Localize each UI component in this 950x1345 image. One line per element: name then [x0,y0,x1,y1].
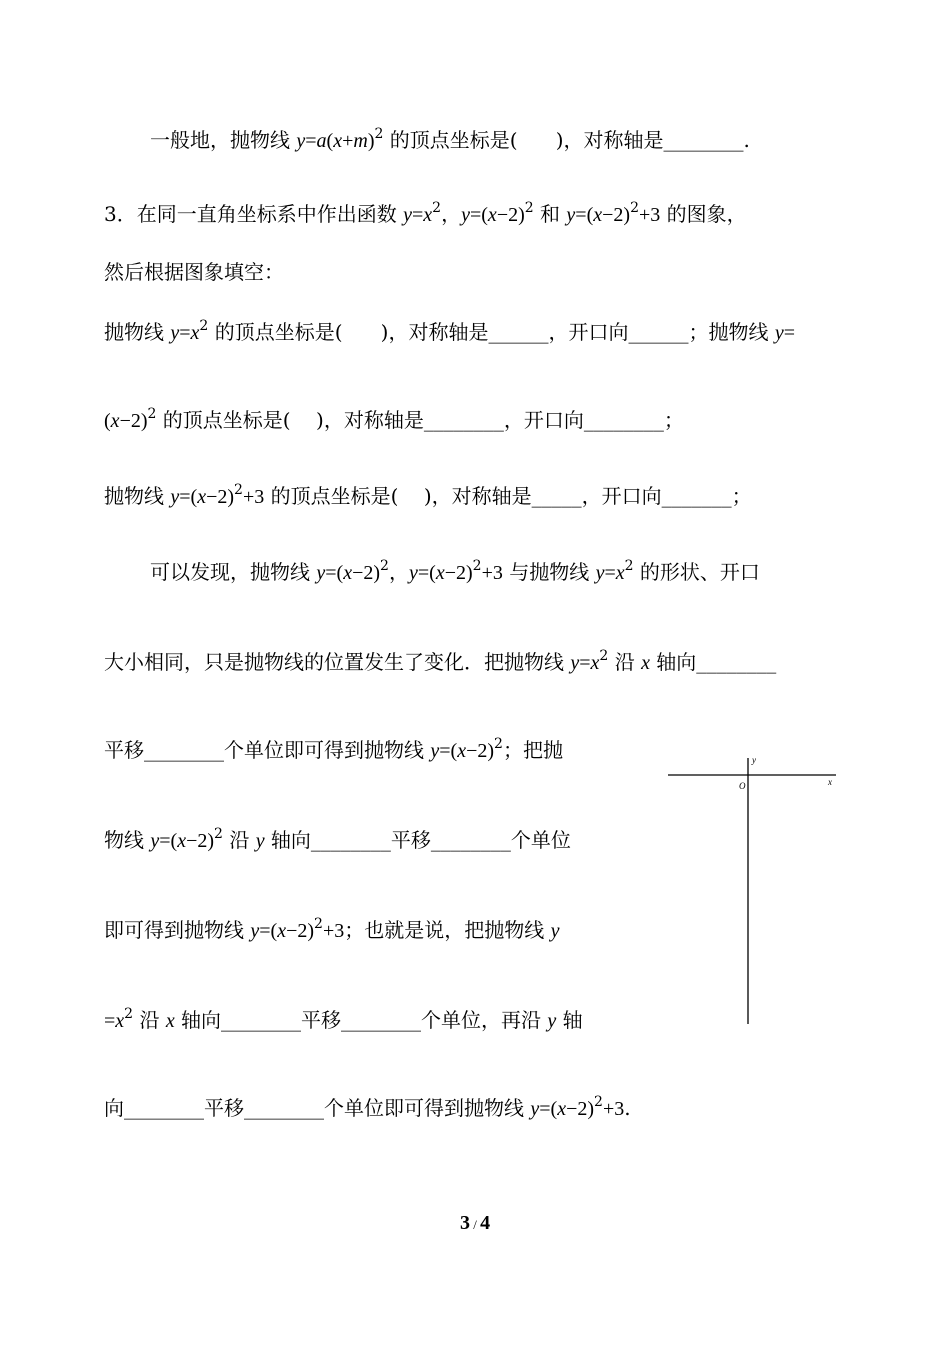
coordinate-axes [660,750,850,1030]
text-line-9: 平移________个单位即可得到抛物线 $y=(x-2)^2$；把抛 [104,736,563,762]
text-line-4: 抛物线 $y=x^2$ 的顶点坐标是( )，对称轴是______，开口向______；抛物线 y= [104,318,795,344]
text-line-1: 一般地，抛物线 $y=a(x+m)^2$ 的顶点坐标是( )，对称轴是________. [150,126,750,152]
text-line-8: 大小相同，只是抛物线的位置发生了变化．把抛物线 $y=x^2$ 沿 x 轴向________ [104,648,777,674]
text-line-10: 物线 $y=(x-2)^2$ 沿 y 轴向________平移________个单位 [104,826,571,852]
y-axis-label: y [752,755,756,765]
page-current: 3 [459,1212,470,1234]
text-line-5: $(x-2)^2$ 的顶点坐标是( )，对称轴是________，开口向________； [104,406,684,432]
text-line-11: 即可得到抛物线 $y=(x-2)^2+3$；也就是说，把抛物线 y [104,916,560,942]
text-line-2: 3．在同一直角坐标系中作出函数 $y=x^2$，$y=(x-2)^2$ 和 $y=(x-2)^2+3$ 的图象， [104,200,747,226]
page-separator: / [473,1217,477,1232]
origin-label: O [739,781,746,791]
text-line-7: 可以发现，抛物线 $y=(x-2)^2$，$y=(x-2)^2+3$ 与抛物线 $y=x^2$ 的形状、开口 [150,558,760,584]
text-line-13: 向________平移________个单位即可得到抛物线 $y=(x-2)^2+3$. [104,1094,631,1120]
x-axis-label: x [828,777,832,787]
text-line-3: 然后根据图象填空： [104,260,284,284]
text-line-12: $=x^2$ 沿 x 轴向________平移________个单位，再沿 y 轴 [104,1006,583,1032]
text-line-6: 抛物线 $y=(x-2)^2+3$ 的顶点坐标是( )，对称轴是_____，开口向_______； [104,482,752,508]
page-total: 4 [480,1212,491,1234]
page-number [0,1212,950,1235]
